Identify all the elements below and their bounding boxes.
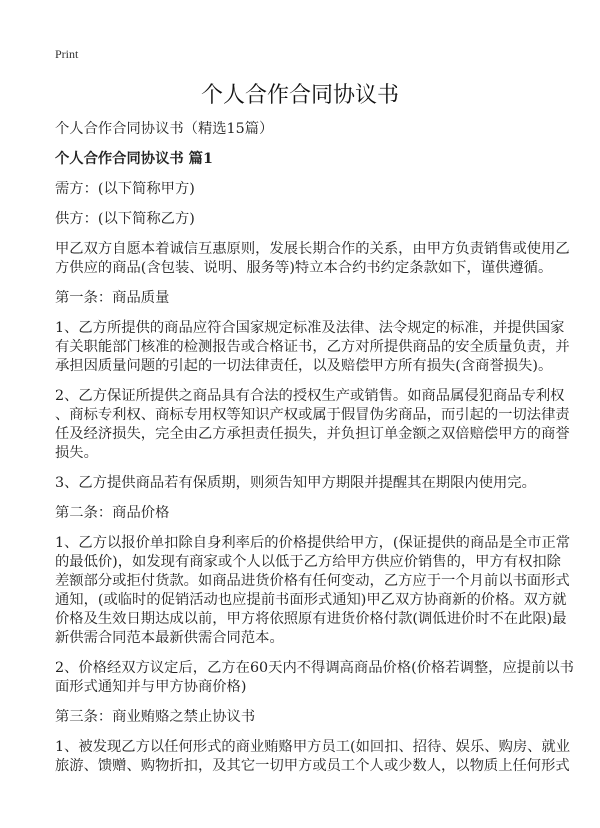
- paragraph: [55, 387, 570, 463]
- document-body: [55, 120, 574, 787]
- paragraph-line: 供方：(以下简称乙方): [55, 211, 195, 227]
- paragraph-line: 个人合作合同协议书（精选15篇）: [55, 121, 274, 137]
- print-link[interactable]: Print: [55, 47, 79, 61]
- paragraph-line: 第二条：商品价格: [55, 505, 170, 521]
- paragraph-line: 1、被发现乙方以任何形式的商业贿赂甲方员工(如回扣、招待、娱乐、购房、就业: [55, 739, 571, 755]
- paragraph-line: 有关职能部门核准的检测报告或合格证书，乙方对所提供商品的安全质量负责，并: [55, 339, 570, 355]
- paragraph-line: 旅游、馈赠、购物折扣，及其它一切甲方或员工个人或少数人，以物质上任何形式: [55, 758, 570, 774]
- paragraph-line: 第三条：商业贿赂之禁止协议书: [55, 709, 256, 725]
- paragraph-line: 需方：(以下简称甲方): [55, 181, 195, 197]
- paragraph-line: 价格及生效日期达成以前，甲方将依照原有进货价格付款(调低进价时不在此限)最: [55, 611, 567, 627]
- paragraph: [55, 534, 571, 648]
- paragraph: [55, 504, 555, 523]
- paragraph-line: 损失。: [55, 445, 98, 461]
- paragraph-line: 差额部分或拒付货款。如商品进货价格有任何变动，乙方应于一个月前以书面形式: [55, 573, 570, 589]
- paragraph-line: 任及经济损失，完全由乙方承担责任损失，并负担订单金额之双倍赔偿甲方的商誉: [55, 426, 570, 442]
- paragraph-line: 2、乙方保证所提供之商品具有合法的授权生产或销售。如商品属侵犯商品专利权: [55, 388, 565, 404]
- paragraph-line: 甲乙双方自愿本着诚信互惠原则，发展长期合作的关系，由甲方负责销售或使用乙: [55, 241, 570, 257]
- paragraph: [55, 240, 570, 278]
- paragraph-line: 新供需合同范本最新供需合同范本。: [55, 630, 284, 646]
- paragraph-line: 的最低价)，如发现有商家或个人以低于乙方给甲方供应价销售的，甲方有权扣除: [55, 554, 561, 570]
- paragraph-line: 个人合作合同协议书 篇1: [55, 151, 213, 167]
- paragraph-line: 面形式通知并与甲方协商价格): [55, 679, 247, 695]
- section-heading: [55, 150, 555, 169]
- paragraph: [55, 738, 571, 776]
- paragraph-line: 2、价格经双方议定后，乙方在60天内不得调高商品价格(价格若调整，应提前以书: [55, 660, 574, 676]
- paragraph-line: 第一条：商品质量: [55, 290, 170, 306]
- paragraph: [55, 474, 555, 493]
- paragraph-line: 3、乙方提供商品若有保质期，则须告知甲方期限并提醒其在期限内使用完。: [55, 475, 536, 491]
- paragraph: [55, 319, 570, 376]
- paragraph: [55, 659, 574, 697]
- paragraph: [55, 120, 555, 139]
- paragraph-line: 1、乙方以报价单扣除自身利率后的价格提供给甲方，(保证提供的商品是全市正常: [55, 535, 571, 551]
- document-title: 个人合作合同协议书: [200, 83, 399, 108]
- paragraph-line: 承担因质量问题的引起的一切法律责任，以及赔偿甲方所有损失(含商誉损失)。: [55, 358, 553, 374]
- paragraph: [55, 180, 555, 199]
- paragraph-line: 、商标专利权、商标专用权等知识产权或属于假冒伪劣商品，而引起的一切法律责: [55, 407, 570, 423]
- paragraph-line: 1、乙方所提供的商品应符合国家规定标准及法律、法令规定的标准，并提供国家: [55, 320, 565, 336]
- paragraph: [55, 210, 555, 229]
- paragraph-line: 方供应的商品(含包装、说明、服务等)特立本合约书约定条款如下，谨供遵循。: [55, 260, 553, 276]
- paragraph: [55, 708, 555, 727]
- paragraph: [55, 289, 555, 308]
- paragraph-line: 通知，(或临时的促销活动也应提前书面形式通知)甲乙双方协商新的价格。双方就: [55, 592, 567, 608]
